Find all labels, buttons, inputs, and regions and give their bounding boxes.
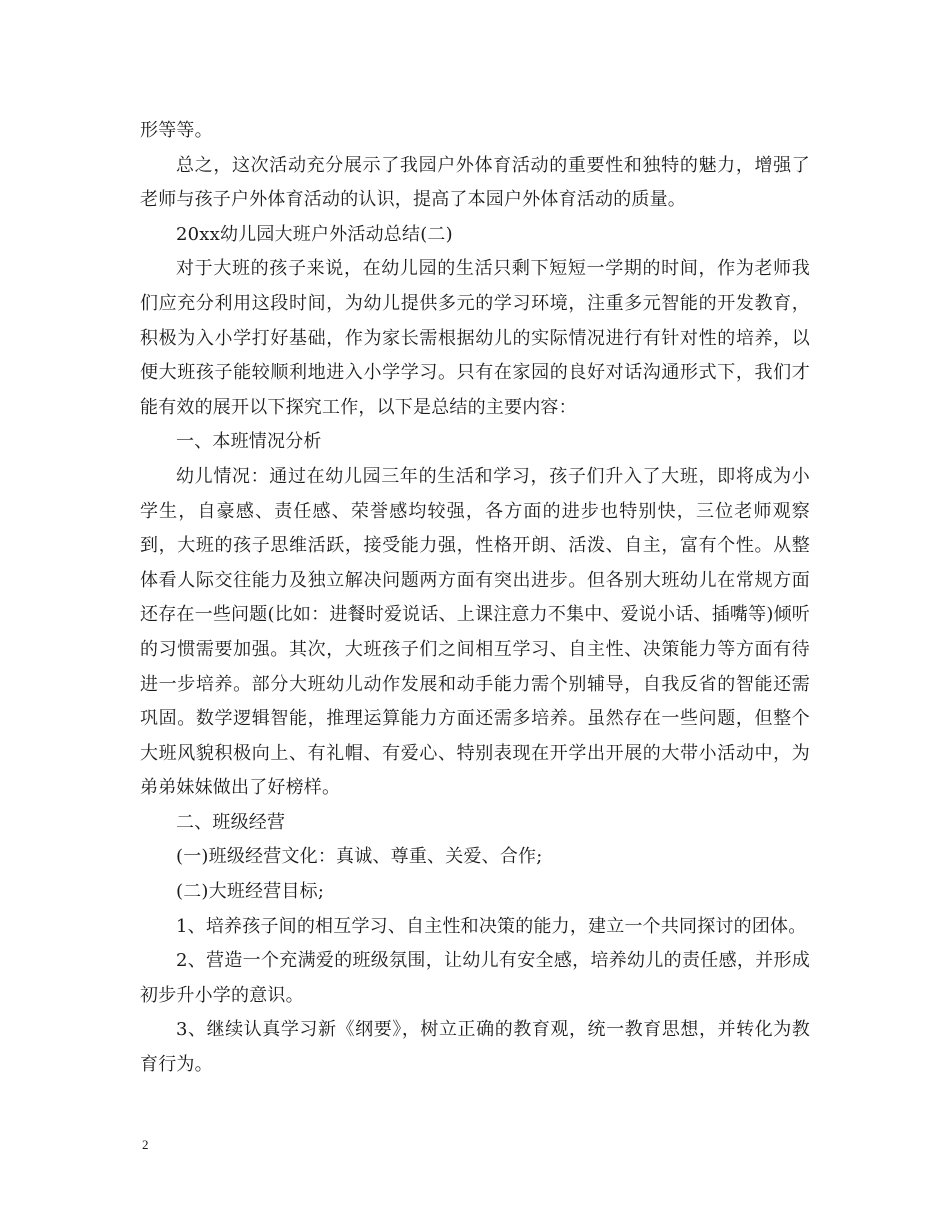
- paragraph-conclusion: 总之，这次活动充分展示了我园户外体育活动的重要性和独特的魅力，增强了老师与孩子户外体育活动的认识，提高了本园户外体育活动的质量。: [140, 154, 810, 211]
- item-management-culture: (一)班级经营文化：真诚、尊重、关爱、合作;: [176, 846, 543, 868]
- page-number: 2: [142, 1137, 149, 1152]
- goal-item-2: 2、营造一个充满爱的班级氛围，让幼儿有安全感，培养幼儿的责任感，并形成初步升小学的意识。: [140, 950, 810, 1006]
- document-body: [140, 114, 810, 1083]
- item-management-goals: (二)大班经营目标;: [176, 881, 325, 903]
- paragraph-intro: 对于大班的孩子来说，在幼儿园的生活只剩下短短一学期的时间，作为老师我们应充分利用这段时间，为幼儿提供多元的学习环境，注重多元智能的开发教育，积极为入小学打好基础，作为家长需根据幼儿的实际情况进行有针对性的培养，以便大班孩子能较顺利地进入小学学习。只有在家园的良好对话沟通形式下，我们才能有效的展开以下探究工作，以下是总结的主要内容：: [140, 258, 810, 418]
- section-title: 20xx幼儿园大班户外活动总结(二): [176, 223, 453, 245]
- heading-class-management: 二、班级经营: [176, 811, 286, 833]
- paragraph-continuation: 形等等。: [140, 120, 213, 141]
- goal-item-3: 3、继续认真学习新《纲要》，树立正确的教育观，统一教育思想，并转化为教育行为。: [140, 1019, 810, 1076]
- goal-item-1: 1、培养孩子间的相互学习、自主性和决策的能力，建立一个共同探讨的团体。: [176, 915, 807, 937]
- paragraph-children-situation: 幼儿情况：通过在幼儿园三年的生活和学习，孩子们升入了大班，即将成为小学生，自豪感、责任感、荣誉感均较强，各方面的进步也特别快，三位老师观察到，大班的孩子思维活跃，接受能力强，性格开朗、活泼、自主，富有个性。从整体看人际交往能力及独立解决问题两方面有突出进步。但各别大班幼儿在常规方面还存在一些问题(比如：进餐时爱说话、上课注意力不集中、爱说小话、插嘴等)倾听的习惯需要加强。其次，大班孩子们之间相互学习、自主性、决策能力等方面有待进一步培养。部分大班幼儿动作发展和动手能力需个别辅导，自我反省的智能还需巩固。数学逻辑智能，推理运算能力方面还需多培养。虽然存在一些问题，但整个大班风貌积极向上、有礼帽、有爱心、特别表现在开学出开展的大带小活动中，为弟弟妹妹做出了好榜样。: [140, 465, 810, 799]
- heading-class-analysis: 一、本班情况分析: [176, 431, 322, 453]
